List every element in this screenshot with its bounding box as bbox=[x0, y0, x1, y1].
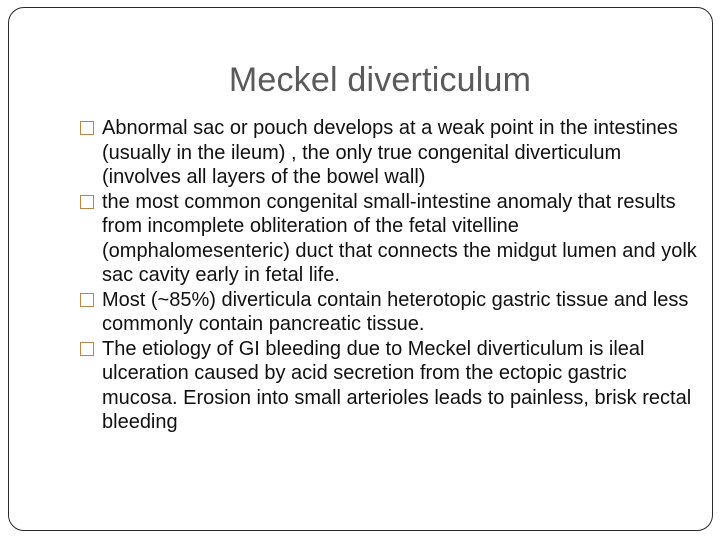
bullet-text: The etiology of GI bleeding due to Meckel diverticulum is ileal ulceration caused by acid secretion from the ectopic gastric mucosa. Erosion into small arterioles leads to painless, brisk rectal bleeding bbox=[102, 337, 692, 433]
bullet-item-3 bbox=[80, 288, 700, 337]
bullet-item-2 bbox=[80, 190, 700, 288]
hollow-square-bullet-icon bbox=[80, 195, 94, 209]
bullet-item-4 bbox=[80, 337, 700, 435]
bullet-item-1 bbox=[80, 116, 700, 190]
hollow-square-bullet-icon bbox=[80, 121, 94, 135]
slide-title: Meckel diverticulum bbox=[228, 61, 532, 99]
bullet-text: the most common congenital small-intestine anomaly that results from incomplete obliteration of the fetal vitelline (omphalomesenteric) duct that connects the midgut lumen and yolk sac cavity early in fetal life. bbox=[102, 190, 697, 286]
hollow-square-bullet-icon bbox=[80, 293, 94, 307]
bullet-text: Most (~85%) diverticula contain heterotopic gastric tissue and less commonly contain pancreatic tissue. bbox=[102, 288, 689, 335]
hollow-square-bullet-icon bbox=[80, 342, 94, 356]
bullet-text: Abnormal sac or pouch develops at a weak point in the intestines (usually in the ileum) , the only true congenital diverticulum (involves all layers of the bowel wall) bbox=[102, 117, 678, 188]
bullet-list bbox=[80, 116, 700, 435]
